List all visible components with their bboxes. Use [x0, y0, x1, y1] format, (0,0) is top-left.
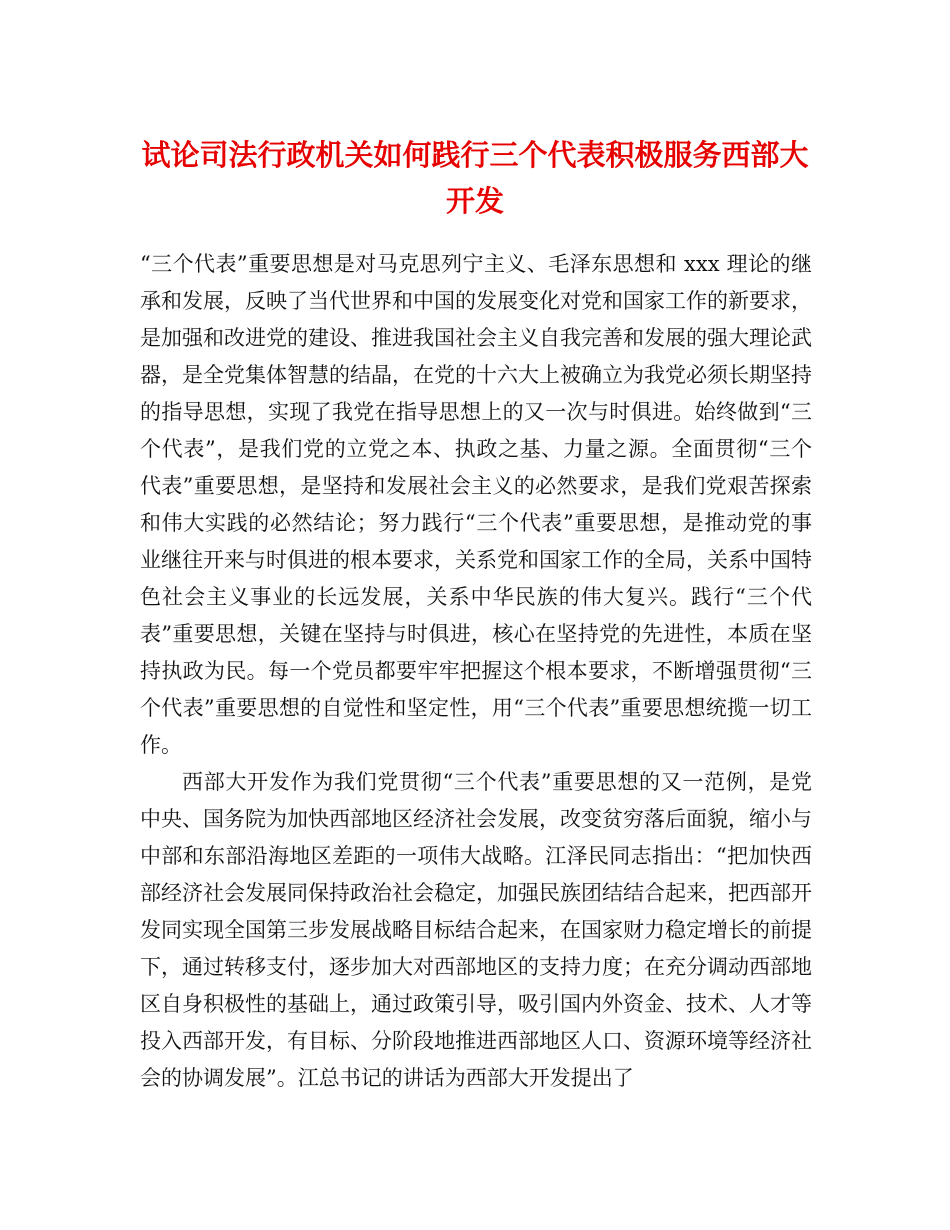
paragraph-2: 西部大开发作为我们党贯彻“三个代表”重要思想的又一范例，是党中央、国务院为加快西部地区经济社会发展，改变贫穷落后面貌，缩小与中部和东部沿海地区差距的一项伟大战略。江泽民同志指出：“把加快西部经济社会发展同保持政治社会稳定，加强民族团结结合起来，把西部开发同实现全国第三步发展战略目标结合起来，在国家财力稳定增长的前提下，通过转移支付，逐步加大对西部地区的支持力度；在充分调动西部地区自身积极性的基础上，通过政策引导，吸引国内外资金、技术、人才等投入西部开发，有目标、分阶段地推进西部地区人口、资源环境等经济社会的协调发展”。江总书记的讲话为西部大开发提出了 [140, 770, 812, 1090]
document-title: 试论司法行政机关如何践行三个代表积极服务西部大开发 [141, 138, 809, 218]
document-body [140, 246, 812, 1097]
paragraph-1: “三个代表”重要思想是对马克思列宁主义、毛泽东思想和 xxx 理论的继承和发展，反映了当代世界和中国的发展变化对党和国家工作的新要求，是加强和改进党的建设、推进我国社会主义自我完善和发展的强大理论武器，是全党集体智慧的结晶，在党的十六大上被确立为我党必须长期坚持的指导思想，实现了我党在指导思想上的又一次与时俱进。始终做到“三个代表”，是我们党的立党之本、执政之基、力量之源。全面贯彻“三个代表”重要思想，是坚持和发展社会主义的必然要求，是我们党艰苦探索和伟大实践的必然结论；努力践行“三个代表”重要思想，是推动党的事业继往开来与时俱进的根本要求，关系党和国家工作的全局，关系中国特色社会主义事业的长远发展，关系中华民族的伟大复兴。践行“三个代表”重要思想，关键在坚持与时俱进，核心在坚持党的先进性，本质在坚持执政为民。每一个党员都要牢牢把握这个根本要求，不断增强贯彻“三个代表”重要思想的自觉性和坚定性，用“三个代表”重要思想统揽一切工作。 [140, 252, 812, 757]
